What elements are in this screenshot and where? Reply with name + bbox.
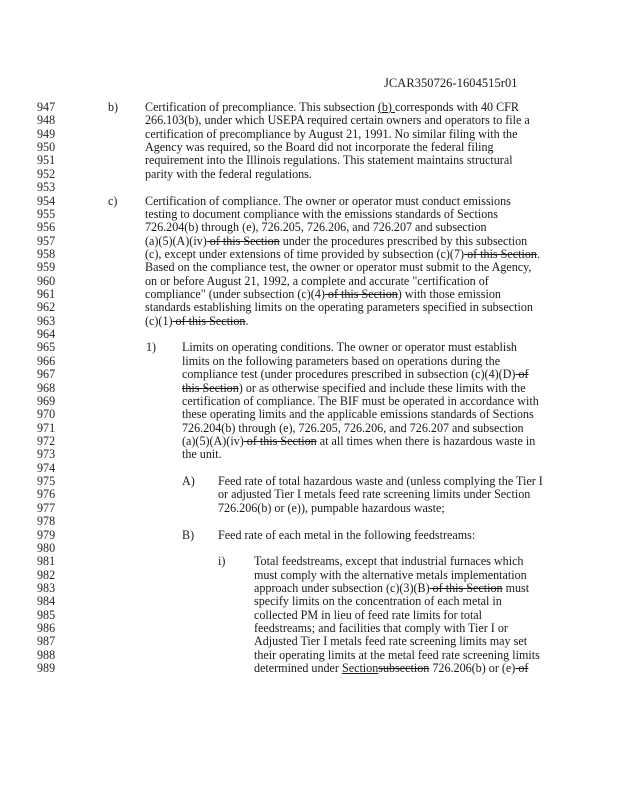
line-number: 968 bbox=[37, 380, 56, 395]
text-run: Certification of precompliance. This subsection bbox=[145, 100, 378, 114]
deleted-text: of this Section bbox=[429, 580, 503, 595]
text-run: ) with those emission bbox=[397, 287, 501, 302]
document-line bbox=[0, 448, 625, 461]
deleted-text: of this Section bbox=[464, 246, 537, 261]
text-run: their operating limits at the metal feed rate screening limits bbox=[254, 647, 540, 662]
text-run: (a)(5)(A)(iv) bbox=[182, 434, 244, 448]
text-run: . bbox=[536, 246, 540, 261]
text-run: testing to document compliance with the emissions standards of Sections bbox=[145, 206, 499, 221]
text-run: approach under subsection (c)(3)(B) bbox=[254, 580, 430, 595]
document-line bbox=[0, 168, 625, 181]
text-run: Total feedstreams, except that industrial furnaces which bbox=[254, 554, 524, 569]
text-run: feedstreams; and facilities that comply with Tier I or bbox=[254, 621, 508, 636]
text-run: (a)(5)(A)(iv) bbox=[145, 233, 207, 248]
text-run: must comply with the alternative metals implementation bbox=[254, 567, 527, 582]
document-line bbox=[0, 435, 625, 448]
deleted-text: subsection bbox=[378, 661, 430, 676]
line-number: 969 bbox=[37, 393, 56, 408]
document-line bbox=[0, 315, 625, 328]
line-number: 973 bbox=[37, 447, 56, 462]
inserted-text: (b) bbox=[377, 100, 395, 114]
text-run: requirement into the Illinois regulations. This statement maintains structural bbox=[145, 153, 513, 168]
text-run: the unit. bbox=[182, 447, 222, 462]
line-number: 960 bbox=[37, 273, 56, 288]
text-run: 266.103(b), under which USEPA required certain owners and operators to file a bbox=[145, 113, 530, 128]
text-run: Feed rate of each metal in the following feedstreams: bbox=[218, 527, 476, 542]
line-number: 985 bbox=[37, 607, 56, 622]
text-run: certification of compliance. The BIF must be operated in accordance with bbox=[182, 393, 539, 408]
line-text bbox=[218, 502, 445, 515]
text-run: Limits on operating conditions. The owner or operator must establish bbox=[182, 340, 517, 355]
document-line bbox=[0, 502, 625, 515]
text-run: specify limits on the concentration of each metal in bbox=[254, 594, 502, 609]
line-number: 970 bbox=[37, 407, 56, 422]
document-line bbox=[0, 529, 625, 542]
line-text bbox=[254, 662, 528, 675]
text-run: certification of precompliance by August 21, 1991. No similar filing with the bbox=[145, 126, 518, 141]
text-run: corresponds with 40 CFR bbox=[394, 100, 519, 114]
subsection-label: 1) bbox=[146, 340, 157, 355]
document-line bbox=[0, 154, 625, 167]
line-number: 982 bbox=[37, 567, 56, 582]
deleted-text: of this Section bbox=[243, 434, 317, 448]
line-number: 989 bbox=[37, 661, 56, 676]
line-number: 979 bbox=[37, 527, 56, 542]
text-run: parity with the federal regulations. bbox=[145, 166, 312, 181]
text-run: at all times when there is hazardous waste in bbox=[316, 434, 536, 448]
line-number: 951 bbox=[37, 153, 56, 168]
deleted-text: of this Section bbox=[206, 233, 280, 248]
text-run: collected PM in lieu of feed rate limits for total bbox=[254, 607, 483, 622]
line-number: 966 bbox=[37, 353, 56, 368]
line-number: 986 bbox=[37, 621, 56, 636]
line-number: 964 bbox=[37, 327, 56, 342]
text-run: Adjusted Tier I metals feed rate screening limits may set bbox=[254, 634, 528, 649]
line-text bbox=[182, 435, 535, 448]
text-run: Certification of compliance. The owner or operator must conduct emissions bbox=[145, 193, 511, 208]
subsection-label: i) bbox=[218, 554, 226, 569]
subsection-label: A) bbox=[182, 474, 195, 489]
text-run: 726.206(b) or (e)), pumpable hazardous waste; bbox=[218, 500, 445, 515]
text-run: on or before August 21, 1992, a complete and accurate "certification of bbox=[145, 273, 489, 288]
line-number: 971 bbox=[37, 420, 56, 435]
text-run: 726.206(b) or (e) bbox=[429, 661, 516, 676]
subsection-label: c) bbox=[108, 193, 118, 208]
line-text bbox=[218, 529, 475, 542]
text-run: under the procedures prescribed by this subsection bbox=[279, 233, 528, 248]
line-number: 963 bbox=[37, 313, 56, 328]
line-number: 957 bbox=[37, 233, 56, 248]
document-line bbox=[0, 422, 625, 435]
line-text bbox=[145, 315, 248, 328]
text-run: these operating limits and the applicable emissions standards of Sections bbox=[182, 407, 534, 422]
text-run: Agency was required, so the Board did not incorporate the federal filing bbox=[145, 140, 494, 155]
text-run: Based on the compliance test, the owner or operator must submit to the Agency, bbox=[145, 260, 532, 275]
text-run: determined under bbox=[254, 661, 342, 676]
line-number: 958 bbox=[37, 246, 56, 261]
line-number: 965 bbox=[37, 340, 56, 355]
line-number: 983 bbox=[37, 580, 56, 595]
text-run: or adjusted Tier I metals feed rate screening limits under Section bbox=[218, 487, 531, 502]
subsection-label: B) bbox=[182, 527, 195, 542]
line-number: 961 bbox=[37, 287, 56, 302]
text-run: Feed rate of total hazardous waste and (unless complying the Tier I bbox=[218, 474, 543, 489]
line-number: 953 bbox=[37, 180, 56, 195]
text-run: (c)(1) bbox=[145, 313, 173, 328]
line-number: 988 bbox=[37, 647, 56, 662]
line-number: 947 bbox=[37, 100, 56, 114]
line-number: 975 bbox=[37, 474, 56, 489]
text-run: limits on the following parameters based on operations during the bbox=[182, 353, 501, 368]
line-number: 949 bbox=[37, 126, 56, 141]
deleted-text: of bbox=[515, 367, 529, 382]
line-number: 974 bbox=[37, 460, 56, 475]
line-number: 976 bbox=[37, 487, 56, 502]
line-number: 972 bbox=[37, 434, 56, 448]
text-run: (c), except under extensions of time provided by subsection (c)(7) bbox=[145, 246, 465, 261]
line-number: 967 bbox=[37, 367, 56, 382]
line-number: 954 bbox=[37, 193, 56, 208]
line-number: 962 bbox=[37, 300, 56, 315]
text-run: 726.204(b) through (e), 726.205, 726.206, and 726.207 and subsection bbox=[145, 220, 487, 235]
line-number: 948 bbox=[37, 113, 56, 128]
line-number: 977 bbox=[37, 500, 56, 515]
text-run: standards establishing limits on the operating parameters specified in subsection bbox=[145, 300, 533, 315]
line-number: 978 bbox=[37, 514, 56, 529]
deleted-text: of this Section bbox=[172, 313, 246, 328]
text-run: compliance test (under procedures prescribed in subsection (c)(4)(D) bbox=[182, 367, 516, 382]
line-number: 956 bbox=[37, 220, 56, 235]
text-run: compliance" (under subsection (c)(4) bbox=[145, 287, 325, 302]
subsection-label: b) bbox=[108, 100, 119, 114]
text-run: 726.204(b) through (e), 726.205, 726.206, and 726.207 and subsection bbox=[182, 420, 524, 435]
line-text bbox=[182, 448, 222, 461]
deleted-text: this Section bbox=[182, 380, 239, 395]
document-line bbox=[0, 301, 625, 314]
line-number: 955 bbox=[37, 206, 56, 221]
line-number: 959 bbox=[37, 260, 56, 275]
text-run: ) or as otherwise specified and include these limits with the bbox=[238, 380, 526, 395]
line-number: 984 bbox=[37, 594, 56, 609]
line-text bbox=[145, 168, 312, 181]
inserted-text: Section bbox=[341, 661, 379, 676]
line-number: 950 bbox=[37, 140, 56, 155]
text-run: . bbox=[245, 313, 249, 328]
line-number: 980 bbox=[37, 540, 56, 555]
line-number: 987 bbox=[37, 634, 56, 649]
deleted-text: of bbox=[515, 661, 529, 676]
document-line bbox=[0, 662, 625, 675]
text-run: must bbox=[502, 580, 530, 595]
document-header-id: JCAR350726-1604515r01 bbox=[384, 76, 518, 90]
deleted-text: of this Section bbox=[324, 287, 398, 302]
line-number: 952 bbox=[37, 166, 56, 181]
line-number: 981 bbox=[37, 554, 56, 569]
